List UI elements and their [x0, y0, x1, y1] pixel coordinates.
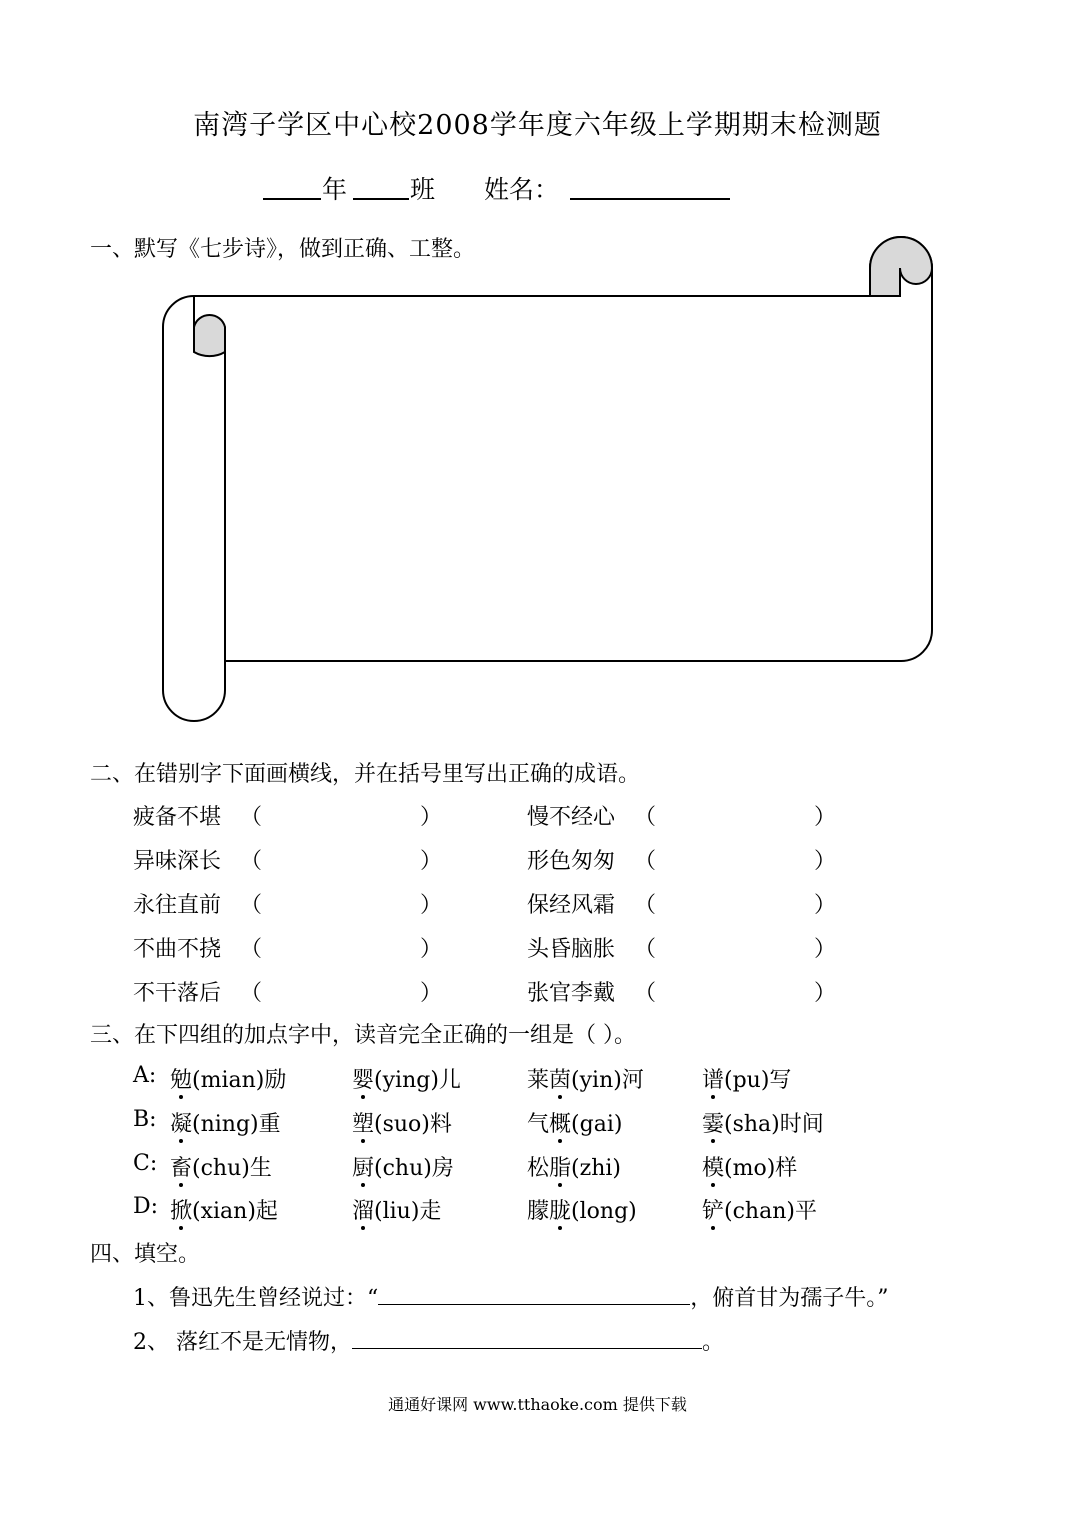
- open-paren: （: [634, 937, 657, 962]
- open-paren: （: [240, 981, 263, 1006]
- answer-space[interactable]: [266, 888, 416, 914]
- section-2-heading: 二、在错别字下面画横线，并在括号里写出正确的成语。: [90, 762, 641, 787]
- grade-label: 年: [322, 175, 348, 204]
- open-paren: （: [240, 849, 263, 874]
- word-part: (gai): [571, 1112, 623, 1137]
- word-part: (suo)料: [374, 1112, 452, 1137]
- pinyin-word: [352, 1151, 454, 1182]
- dotted-character: 厨: [352, 1151, 374, 1182]
- dotted-character: 茵: [549, 1063, 571, 1094]
- dotted-character: 谱: [702, 1063, 724, 1094]
- word-part: (chan)平: [724, 1199, 817, 1224]
- pinyin-word: [702, 1151, 797, 1182]
- dotted-character: 概: [549, 1107, 571, 1138]
- answer-space[interactable]: [660, 800, 810, 826]
- dotted-character: 凝: [170, 1107, 192, 1138]
- open-paren: （: [240, 937, 263, 962]
- q2-prefix: 2、 落红不是无情物，: [133, 1330, 352, 1355]
- q1-prefix: 1、鲁迅先生曾经说过：“: [133, 1286, 379, 1311]
- word-part: (ning)重: [192, 1112, 281, 1137]
- q2-blank[interactable]: [352, 1328, 702, 1349]
- close-paren: ）: [420, 981, 443, 1006]
- close-paren: ）: [814, 893, 837, 918]
- dotted-character: 胧: [549, 1194, 571, 1225]
- answer-space[interactable]: [266, 976, 416, 1002]
- word-part: (chu)房: [374, 1156, 454, 1181]
- answer-space[interactable]: [266, 844, 416, 870]
- close-paren: ）: [814, 849, 837, 874]
- dotted-character: 霎: [702, 1107, 724, 1138]
- class-label: 班: [410, 175, 436, 204]
- pinyin-word: [170, 1194, 278, 1225]
- word-part: (ying)儿: [374, 1068, 461, 1093]
- word-part: 朦: [527, 1199, 550, 1224]
- pinyin-word: [170, 1151, 272, 1182]
- answer-space[interactable]: [266, 932, 416, 958]
- page-title: 南湾子学区中心校2008学年度六年级上学期期末检测题: [193, 110, 882, 141]
- option-label: C:: [133, 1151, 158, 1176]
- option-label: A:: [133, 1063, 157, 1088]
- dotted-character: 溜: [352, 1194, 374, 1225]
- idiom-item: 不干落后: [133, 981, 222, 1006]
- pinyin-word: [527, 1063, 644, 1094]
- word-part: (chu)生: [192, 1156, 272, 1181]
- option-label: B:: [133, 1107, 157, 1132]
- close-paren: ）: [420, 937, 443, 962]
- dotted-character: 脂: [549, 1151, 571, 1182]
- scroll-curl-left: [194, 315, 225, 356]
- dotted-character: 模: [702, 1151, 724, 1182]
- idiom-item: 永往直前: [133, 893, 222, 918]
- word-part: (zhi): [571, 1156, 621, 1181]
- word-part: (yin)河: [571, 1068, 644, 1093]
- q1-blank[interactable]: [378, 1284, 690, 1305]
- dotted-character: 勉: [170, 1063, 192, 1094]
- open-paren: （: [634, 849, 657, 874]
- scroll-curl-right: [870, 237, 932, 296]
- pinyin-word: [527, 1107, 622, 1138]
- pinyin-word: [170, 1063, 286, 1094]
- pinyin-word: [352, 1194, 441, 1225]
- idiom-item: 疲备不堪: [133, 805, 222, 830]
- idiom-item: 形色匆匆: [527, 849, 616, 874]
- open-paren: （: [240, 893, 263, 918]
- close-paren: ）: [420, 805, 443, 830]
- answer-space[interactable]: [660, 976, 810, 1002]
- word-part: (sha)时间: [724, 1112, 824, 1137]
- word-part: (xian)起: [192, 1199, 278, 1224]
- dotted-character: 塑: [352, 1107, 374, 1138]
- pinyin-word: [170, 1107, 281, 1138]
- fill-question-1: [133, 1281, 889, 1312]
- idiom-item: 慢不经心: [527, 805, 616, 830]
- pinyin-word: [702, 1063, 791, 1094]
- word-part: (long): [571, 1199, 637, 1224]
- idiom-item: 异味深长: [133, 849, 222, 874]
- open-paren: （: [634, 805, 657, 830]
- idiom-item: 不曲不挠: [133, 937, 222, 962]
- section-3-heading: 三、在下四组的加点字中，读音完全正确的一组是（ ）。: [90, 1023, 636, 1048]
- word-part: (mo)样: [724, 1156, 798, 1181]
- fill-question-2: [133, 1325, 724, 1356]
- section-4-heading: 四、填空。: [90, 1242, 201, 1267]
- close-paren: ）: [420, 849, 443, 874]
- pinyin-word: [527, 1194, 637, 1225]
- word-part: (liu)走: [374, 1199, 442, 1224]
- close-paren: ）: [814, 937, 837, 962]
- open-paren: （: [634, 893, 657, 918]
- word-part: 气: [527, 1112, 550, 1137]
- word-part: (pu)写: [724, 1068, 792, 1093]
- word-part: 松: [527, 1156, 550, 1181]
- dotted-character: 婴: [352, 1063, 374, 1094]
- answer-space[interactable]: [660, 888, 810, 914]
- word-part: (mian)励: [192, 1068, 287, 1093]
- close-paren: ）: [814, 805, 837, 830]
- pinyin-word: [702, 1194, 817, 1225]
- answer-space[interactable]: [660, 932, 810, 958]
- dotted-character: 掀: [170, 1194, 192, 1225]
- pinyin-word: [702, 1107, 824, 1138]
- pinyin-word: [352, 1107, 452, 1138]
- name-label: 姓名：: [484, 175, 560, 204]
- word-part: 莱: [527, 1068, 550, 1093]
- dotted-character: 铲: [702, 1194, 724, 1225]
- pinyin-word: [352, 1063, 461, 1094]
- open-paren: （: [240, 805, 263, 830]
- pinyin-word: [527, 1151, 621, 1182]
- idiom-item: 保经风霜: [527, 893, 616, 918]
- footer-credit: 通通好课网 www.tthaoke.com 提供下载: [388, 1395, 687, 1414]
- answer-space[interactable]: [660, 844, 810, 870]
- idiom-item: 头昏脑胀: [527, 937, 616, 962]
- q2-suffix: 。: [702, 1330, 725, 1355]
- dotted-character: 畜: [170, 1151, 192, 1182]
- answer-space[interactable]: [266, 800, 416, 826]
- idiom-item: 张官李戴: [527, 981, 616, 1006]
- section-1-heading: 一、默写《七步诗》，做到正确、工整。: [90, 237, 476, 262]
- close-paren: ）: [420, 893, 443, 918]
- close-paren: ）: [814, 981, 837, 1006]
- option-label: D:: [133, 1194, 159, 1219]
- q1-suffix: ，俯首甘为孺子牛。”: [690, 1286, 889, 1311]
- open-paren: （: [634, 981, 657, 1006]
